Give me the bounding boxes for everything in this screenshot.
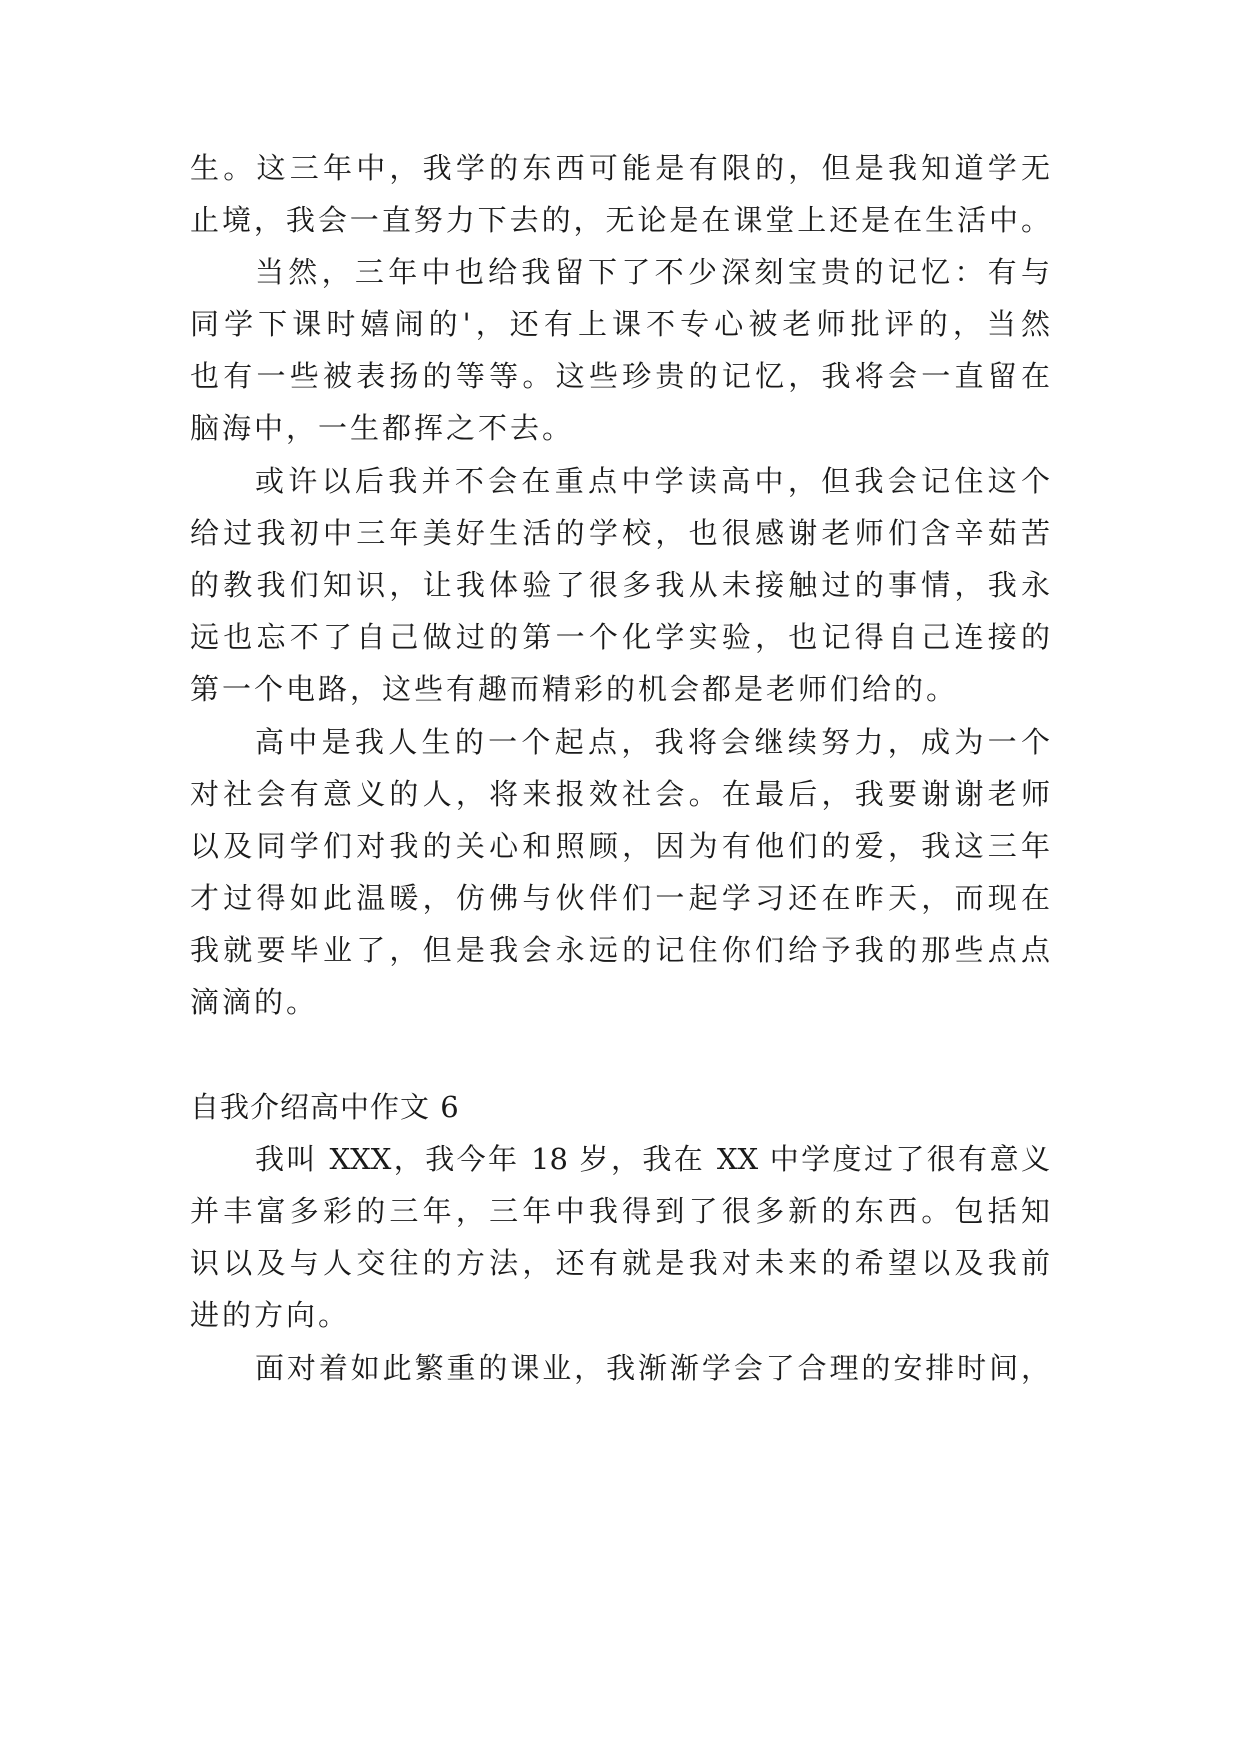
text-line: 第一个电路，这些有趣而精彩的机会都是老师们给的。 bbox=[190, 672, 959, 706]
paragraph-start-line: 高中是我人生的一个起点，我将会继续努力，成为一个 bbox=[255, 725, 1050, 759]
paragraph-start-line: 面对着如此繁重的课业，我渐渐学会了合理的安排时间， bbox=[255, 1351, 1050, 1385]
text-line: 我就要毕业了，但是我会永远的记住你们给予我的那些点点 bbox=[190, 933, 1050, 967]
text-line: 才过得如此温暖，仿佛与伙伴们一起学习还在昨天，而现在 bbox=[190, 881, 1050, 915]
paragraph-start-line: 或许以后我并不会在重点中学读高中，但我会记住这个 bbox=[255, 464, 1050, 498]
text-line: 的教我们知识，让我体验了很多我从未接触过的事情，我永 bbox=[190, 568, 1050, 602]
text-line: 远也忘不了自己做过的第一个化学实验，也记得自己连接的 bbox=[190, 620, 1050, 654]
text-line: 同学下课时嬉闹的'，还有上课不专心被老师批评的，当然 bbox=[190, 307, 1050, 341]
section-heading: 自我介绍高中作文 6 bbox=[190, 1090, 460, 1124]
paragraph-start-line: 当然，三年中也给我留下了不少深刻宝贵的记忆：有与 bbox=[255, 255, 1050, 289]
text-line: 以及同学们对我的关心和照顾，因为有他们的爱，我这三年 bbox=[190, 829, 1050, 863]
paragraph-start-line: 我叫 XXX，我今年 18 岁，我在 XX 中学度过了很有意义 bbox=[255, 1142, 1050, 1176]
text-line: 滴滴的。 bbox=[190, 985, 319, 1019]
text-line: 进的方向。 bbox=[190, 1298, 351, 1332]
text-line: 也有一些被表扬的等等。这些珍贵的记忆，我将会一直留在 bbox=[190, 359, 1050, 393]
text-line: 止境，我会一直努力下去的，无论是在课堂上还是在生活中。 bbox=[190, 203, 1050, 237]
text-line: 脑海中，一生都挥之不去。 bbox=[190, 411, 575, 445]
text-line: 生。这三年中，我学的东西可能是有限的，但是我知道学无 bbox=[190, 151, 1050, 185]
text-line: 识以及与人交往的方法，还有就是我对未来的希望以及我前 bbox=[190, 1246, 1050, 1280]
text-line: 并丰富多彩的三年，三年中我得到了很多新的东西。包括知 bbox=[190, 1194, 1050, 1228]
text-line: 给过我初中三年美好生活的学校，也很感谢老师们含辛茹苦 bbox=[190, 516, 1050, 550]
text-line: 对社会有意义的人，将来报效社会。在最后，我要谢谢老师 bbox=[190, 777, 1050, 811]
